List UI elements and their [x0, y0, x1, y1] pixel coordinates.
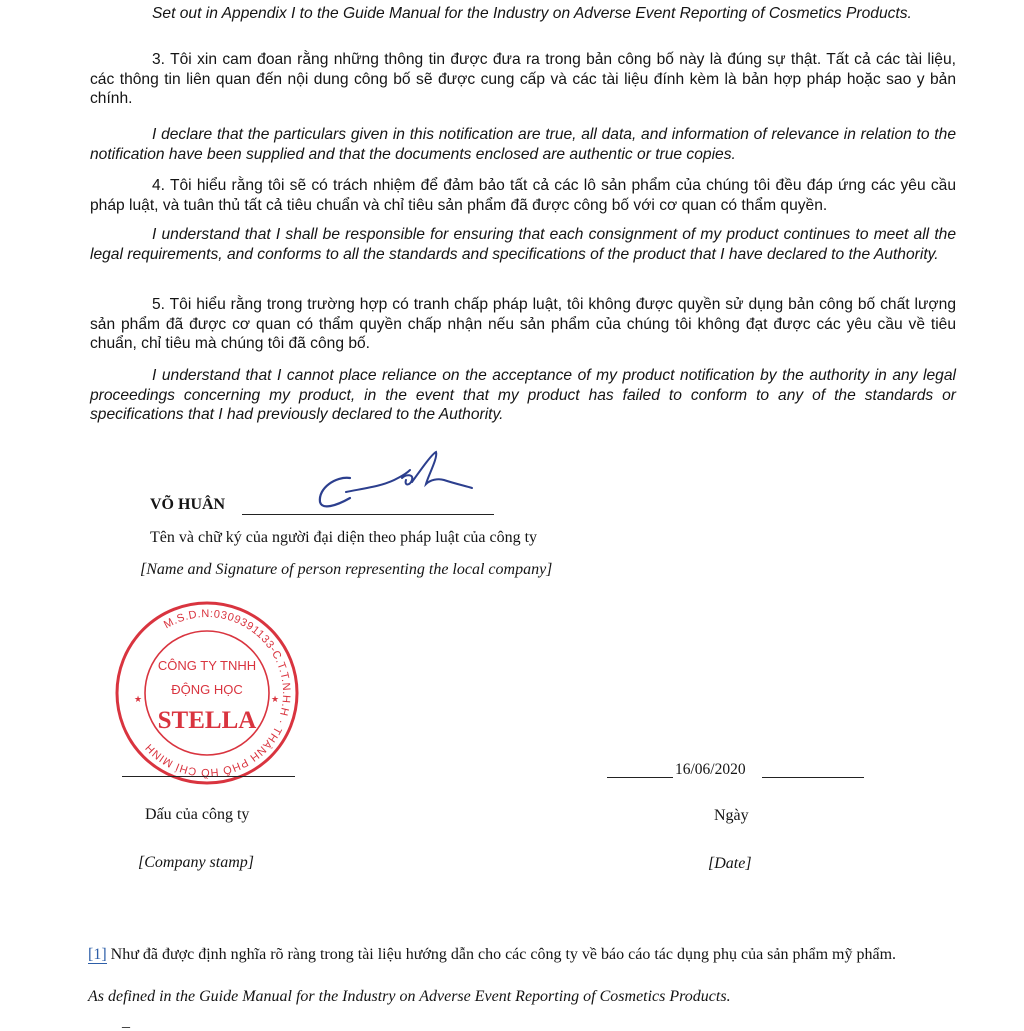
declaration-4-vi: 4. Tôi hiểu rằng tôi sẽ có trách nhiệm để đảm bảo tất cả các lô sản phẩm của chúng tôi đều đáp ứng các yêu cầu pháp luật, và tuân thủ tất cả tiêu chuẩn và chỉ tiêu sản phẩm đã được công bố với cơ quan có thẩm quyền.	[90, 177, 956, 214]
appendix-ref-continued-en: Set out in Appendix I to the Guide Manual for the Industry on Adverse Event Reporting of Cosmetics Products.	[152, 5, 912, 22]
date-value: 16/06/2020	[675, 761, 746, 778]
declaration-5-en: I understand that I cannot place reliance on the acceptance of my product notification by the authority in any legal proceedings concerning my product, in the event that my product has failed to conform to any of the standards or specifications that I had previously declared to the Authority.	[90, 367, 956, 424]
stamp-line-1: CÔNG TY TNHH	[157, 658, 257, 673]
date-line-left	[607, 777, 673, 778]
declaration-4-en: I understand that I shall be responsible for ensuring that each consignment of my product continues to meet all the legal requirements, and conforms to all the standards and specifications of the product that I have declared to the Authority.	[90, 226, 956, 263]
footnote-en: As defined in the Guide Manual for the Industry on Adverse Event Reporting of Cosmetics Products.	[88, 988, 731, 1005]
svg-text:★: ★	[271, 694, 280, 704]
cut-off-text-line: _	[122, 1013, 131, 1030]
footnote-ref-link[interactable]: [1]	[88, 946, 107, 963]
date-caption-en: [Date]	[708, 855, 752, 872]
svg-text:★: ★	[134, 694, 143, 704]
stamp-line-2: ĐỘNG HỌC	[171, 682, 243, 697]
declaration-5-vi: 5. Tôi hiểu rằng trong trường hợp có tranh chấp pháp luật, tôi không được quyền sử dụng bản công bố chất lượng sản phẩm đã được cơ quan có thẩm quyền chấp nhận nếu sản phẩm của chúng tôi không đạt được các yêu cầu về tiêu chuẩn, chỉ tiêu mà chúng tôi đã công bố.	[90, 296, 956, 353]
declaration-3-en: I declare that the particulars given in this notification are true, all data, and information of relevance in relation to the notification have been supplied and that the documents enclosed are authentic or true copies.	[90, 126, 956, 163]
footnote-vi	[88, 944, 948, 965]
stamp-caption-en: [Company stamp]	[138, 854, 255, 871]
declaration-3-vi: 3. Tôi xin cam đoan rằng những thông tin được đưa ra trong bản công bố này là đúng sự thật. Tất cả các tài liệu, các thông tin liên quan đến nội dung công bố sẽ được cung cấp và các tài liệu đính kèm là bản hợp pháp hoặc sao y bản chính.	[90, 51, 956, 108]
handwritten-signature	[306, 448, 486, 518]
company-stamp	[112, 598, 302, 788]
stamp-line-3: STELLA	[157, 707, 257, 734]
stamp-ring-text: M.S.D.N:0309391133-C.T.T.N.H.H · THÀNH PHỐ HỒ CHÍ MINH	[143, 607, 293, 779]
stamp-line	[122, 776, 295, 777]
stamp-caption-vi: Dấu của công ty	[145, 806, 250, 823]
date-line-right	[762, 777, 864, 778]
signer-name: VÕ HUÂN	[150, 496, 226, 513]
signer-caption-en: [Name and Signature of person representing the local company]	[140, 561, 553, 578]
footnote-text-vi: Như đã được định nghĩa rõ ràng trong tài liệu hướng dẫn cho các công ty về báo cáo tác dụng phụ của sản phẩm mỹ phẩm.	[110, 946, 897, 963]
date-caption-vi: Ngày	[714, 807, 749, 824]
signer-caption-vi: Tên và chữ ký của người đại diện theo pháp luật của công ty	[150, 529, 538, 546]
